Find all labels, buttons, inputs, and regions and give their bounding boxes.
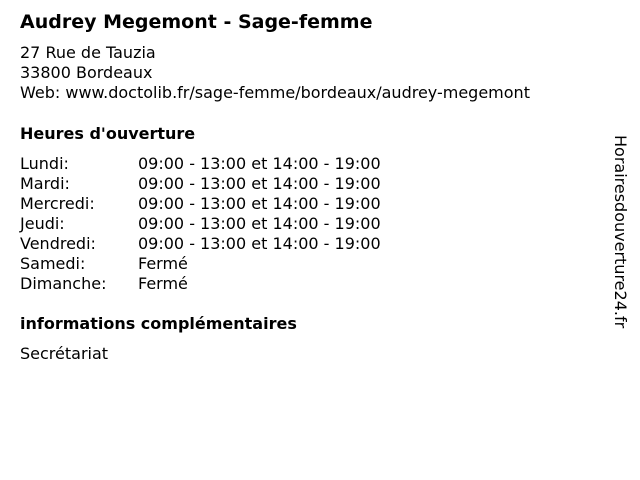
hours-row-monday: [20, 154, 381, 174]
day-label: Jeudi:: [20, 214, 65, 233]
day-hours: Fermé: [138, 274, 188, 293]
day-label: Samedi:: [20, 254, 86, 273]
day-label: Vendredi:: [20, 234, 96, 253]
hours-row-thursday: [20, 214, 381, 234]
opening-hours-heading: Heures d'ouverture: [20, 124, 196, 143]
day-label: Mardi:: [20, 174, 70, 193]
day-hours: 09:00 - 13:00 et 14:00 - 19:00: [138, 214, 381, 233]
day-hours: 09:00 - 13:00 et 14:00 - 19:00: [138, 234, 381, 253]
hours-row-wednesday: [20, 194, 381, 214]
day-hours: 09:00 - 13:00 et 14:00 - 19:00: [138, 194, 381, 213]
day-label: Mercredi:: [20, 194, 95, 213]
additional-info-heading: informations complémentaires: [20, 314, 297, 333]
website-line: Web: www.doctolib.fr/sage-femme/bordeaux/audrey-megemont: [20, 83, 530, 102]
page-title: Audrey Megemont - Sage-femme: [20, 11, 373, 33]
hours-row-sunday: [20, 274, 381, 294]
address-block: [20, 43, 530, 103]
hours-row-tuesday: [20, 174, 381, 194]
additional-info-text: Secrétariat: [20, 344, 109, 363]
day-label: Lundi:: [20, 154, 69, 173]
street-address: 27 Rue de Tauzia: [20, 43, 156, 62]
day-hours: 09:00 - 13:00 et 14:00 - 19:00: [138, 174, 381, 193]
site-watermark: Horairesdouverture24.fr: [611, 135, 630, 329]
opening-hours-table: [20, 154, 381, 294]
city-postcode: 33800 Bordeaux: [20, 63, 153, 82]
day-label: Dimanche:: [20, 274, 107, 293]
hours-row-saturday: [20, 254, 381, 274]
day-hours: 09:00 - 13:00 et 14:00 - 19:00: [138, 154, 381, 173]
hours-row-friday: [20, 234, 381, 254]
day-hours: Fermé: [138, 254, 188, 273]
